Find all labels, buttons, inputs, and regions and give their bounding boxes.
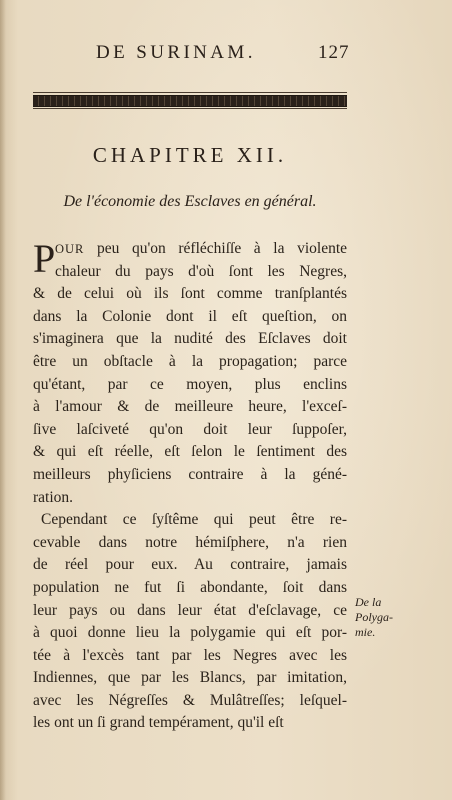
small-caps-word: OUR <box>55 242 85 256</box>
margin-note-line: Polyga- <box>355 610 393 624</box>
text-line: tée à l'excès tant par les Negres avec les <box>33 646 347 664</box>
page-gutter-shadow <box>0 0 6 800</box>
text-line: dans la Colonie dont il eſt queſtion, on <box>33 307 347 325</box>
text-line: s'imaginera que la nudité des Eſclaves doit <box>33 330 347 348</box>
chapter-heading: CHAPITRE XII. <box>92 143 288 167</box>
margin-note-line: De la <box>355 595 382 609</box>
running-head-title: DE SURINAM. <box>96 42 256 63</box>
text-line: Cependant ce ſyſtême qui peut être re- <box>41 511 347 529</box>
text-line: ſive laſciveté qu'on doit leur ſuppoſer, <box>33 420 347 438</box>
text-line: Indiennes, que par les Blancs, par imitation, <box>33 669 347 687</box>
text-line: cevable dans notre hémiſphere, n'a rien <box>33 533 347 551</box>
margin-note-line: mie. <box>355 625 376 639</box>
text-line: meilleurs phyſiciens contraire à la géné- <box>33 465 347 483</box>
body-text <box>33 238 347 735</box>
text-line: chaleur du pays d'où ſont les Negres, <box>55 262 347 280</box>
text-line: à l'amour & de meilleure heure, l'exceſ- <box>33 398 347 416</box>
text-line <box>33 238 347 261</box>
text-line: & qui eſt réelle, eſt ſelon le ſentiment des <box>33 443 347 461</box>
text-line-rest: peu qu'on réfléchiſſe à la violente <box>97 240 348 257</box>
text-line: leur pays ou dans leur état d'eſclavage, ce <box>33 601 347 619</box>
margin-note <box>355 595 415 640</box>
chapter-subtitle: De l'économie des Esclaves en général. <box>63 193 317 210</box>
text-line: & de celui où ils ſont comme tranſplantés <box>33 285 347 303</box>
text-line: ration. <box>33 488 74 506</box>
text-line: qu'étant, par ce moyen, plus enclins <box>33 375 347 393</box>
running-head <box>0 42 452 66</box>
text-line: population ne fut ſi abondante, ſoit dans <box>33 578 347 596</box>
text-line: les ont un ſi grand tempérament, qu'il eſt <box>33 714 284 732</box>
drop-cap: P <box>33 236 56 281</box>
text-line: avec les Négreſſes & Mulâtreſſes; leſquel- <box>33 691 347 709</box>
text-line: être un obſtacle à la propagation; parce <box>33 352 347 370</box>
text-line: à quoi donne lieu la polygamie qui eſt por- <box>33 624 347 642</box>
text-line: de réel pour eux. Au contraire, jamais <box>33 556 347 574</box>
page-number: 127 <box>318 42 350 63</box>
decorative-rule <box>33 95 347 107</box>
